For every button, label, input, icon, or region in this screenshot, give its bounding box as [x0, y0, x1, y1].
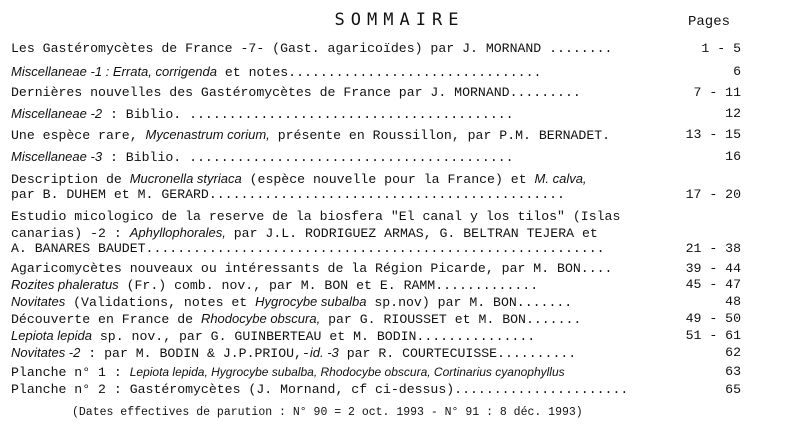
toc-entry: [11, 328, 741, 344]
entry-pages: 1 - 5: [701, 41, 741, 56]
toc-entry: [11, 345, 741, 361]
entry-italic: Novitates -2: [11, 345, 81, 360]
entry-text: canarias) -2 :: [11, 226, 130, 241]
toc-entry: [11, 311, 741, 327]
entry-text: Description de: [11, 172, 130, 187]
entry-italic: Rhodocybe obscura,: [200, 311, 321, 326]
entry-pages: 65: [725, 382, 741, 397]
entry-italic: Miscellaneae -3: [11, 149, 103, 164]
entry-text: sp. nov., par G. GUINBERTEAU et M. BODIN...............: [91, 329, 536, 344]
entry-italic: Lepiota lepida, Hygrocybe subalba, Rhodocybe obscura, Cortinarius cyanophyllus: [129, 365, 565, 379]
entry-italic: Mycenastrum corium,: [145, 127, 270, 142]
entry-text: par G. RIOUSSET et M. BON.......: [320, 312, 582, 327]
pages-column-header: Pages: [688, 14, 731, 30]
entry-italic: Novitates: [11, 294, 66, 309]
toc-entry: [11, 382, 741, 398]
entry-pages: 51 - 61: [685, 328, 741, 343]
entry-text: Planche n° 1 :: [11, 365, 130, 380]
publication-dates-footer: (Dates effectives de parution : N° 90 = 2 oct. 1993 - N° 91 : 8 déc. 1993): [72, 406, 583, 419]
entry-text: Dernières nouvelles des Gastéromycètes de France par J. MORNAND.........: [11, 85, 581, 100]
entry-text: par J.L. RODRIGUEZ ARMAS, G. BELTRAN TEJERA et: [225, 226, 598, 241]
entry-pages: 17 - 20: [685, 187, 741, 202]
toc-entry: [11, 171, 741, 203]
entry-pages: 62: [725, 345, 741, 360]
toc-entry: [11, 364, 741, 380]
toc-entry: [11, 41, 741, 57]
page-title: SOMMAIRE: [334, 10, 465, 30]
toc-entry: [11, 127, 741, 143]
toc-entry: [11, 106, 741, 122]
toc-entry: [11, 149, 741, 165]
entry-text: présente en Roussillon, par P.M. BERNADET.: [269, 128, 611, 143]
entry-pages: 16: [725, 149, 741, 164]
entry-text: par B. DUHEM et M. GERARD.............................................: [11, 187, 565, 202]
entry-italic: id. -3: [309, 345, 339, 360]
entry-pages: 49 - 50: [685, 311, 741, 326]
entry-pages: 39 - 44: [685, 261, 741, 276]
entry-pages: 13 - 15: [685, 127, 741, 142]
entry-text: par R. COURTECUISSE..........: [338, 346, 577, 361]
entry-italic: Mucronella styriaca: [129, 171, 242, 186]
entry-pages: 21 - 38: [685, 241, 741, 256]
entry-pages: 48: [725, 294, 741, 309]
entry-text: A. BANARES BAUDET..........................................................: [11, 241, 605, 256]
entry-italic: Lepiota lepida: [11, 328, 92, 343]
toc-entry: [11, 209, 741, 257]
entry-pages: 12: [725, 106, 741, 121]
entry-text: et notes................................: [216, 65, 542, 80]
entry-text: Les Gastéromycètes de France -7- (Gast. agaricoïdes) par J. MORNAND ........: [11, 41, 613, 56]
entry-pages: 7 - 11: [693, 85, 741, 100]
entry-italic: Rozites phaleratus: [11, 277, 119, 292]
entry-pages: 63: [725, 364, 741, 379]
entry-pages: 6: [733, 64, 741, 79]
entry-text: sp.nov) par M. BON.......: [366, 295, 573, 310]
entry-text: : Biblio. .........................................: [102, 107, 514, 122]
entry-text: : par M. BODIN & J.P.PRIOU,-: [80, 346, 310, 361]
entry-text: Découverte en France de: [11, 312, 201, 327]
entry-italic: Hygrocybe subalba: [255, 294, 367, 309]
toc-entry: [11, 85, 741, 101]
entry-text: (Validations, notes et: [65, 295, 256, 310]
entry-text: (espèce nouvelle pour la France) et: [241, 172, 535, 187]
toc-entry: [11, 261, 741, 277]
toc-entry: [11, 277, 741, 293]
entry-text: Planche n° 2 : Gastéromycètes (J. Mornand, cf ci-dessus)......................: [11, 382, 629, 397]
entry-text: (Fr.) comb. nov., par M. BON et E. RAMM.............: [118, 278, 539, 293]
entry-italic: Miscellaneae -1 : Errata, corrigenda: [11, 64, 217, 79]
toc-entry: [11, 294, 741, 310]
entry-italic: Miscellaneae -2: [11, 106, 103, 121]
toc-entry: [11, 64, 741, 80]
entry-italic: Aphyllophorales,: [129, 225, 226, 240]
entry-pages: 45 - 47: [685, 277, 741, 292]
entry-italic: M. calva,: [534, 171, 587, 186]
entry-text: : Biblio. .........................................: [102, 150, 514, 165]
entry-text: Agaricomycètes nouveaux ou intéressants de la Région Picarde, par M. BON....: [11, 261, 613, 276]
entry-text: Une espèce rare,: [11, 128, 146, 143]
entry-text: Estudio micologico de la reserve de la biosfera "El canal y los tilos" (Islas: [11, 209, 621, 224]
